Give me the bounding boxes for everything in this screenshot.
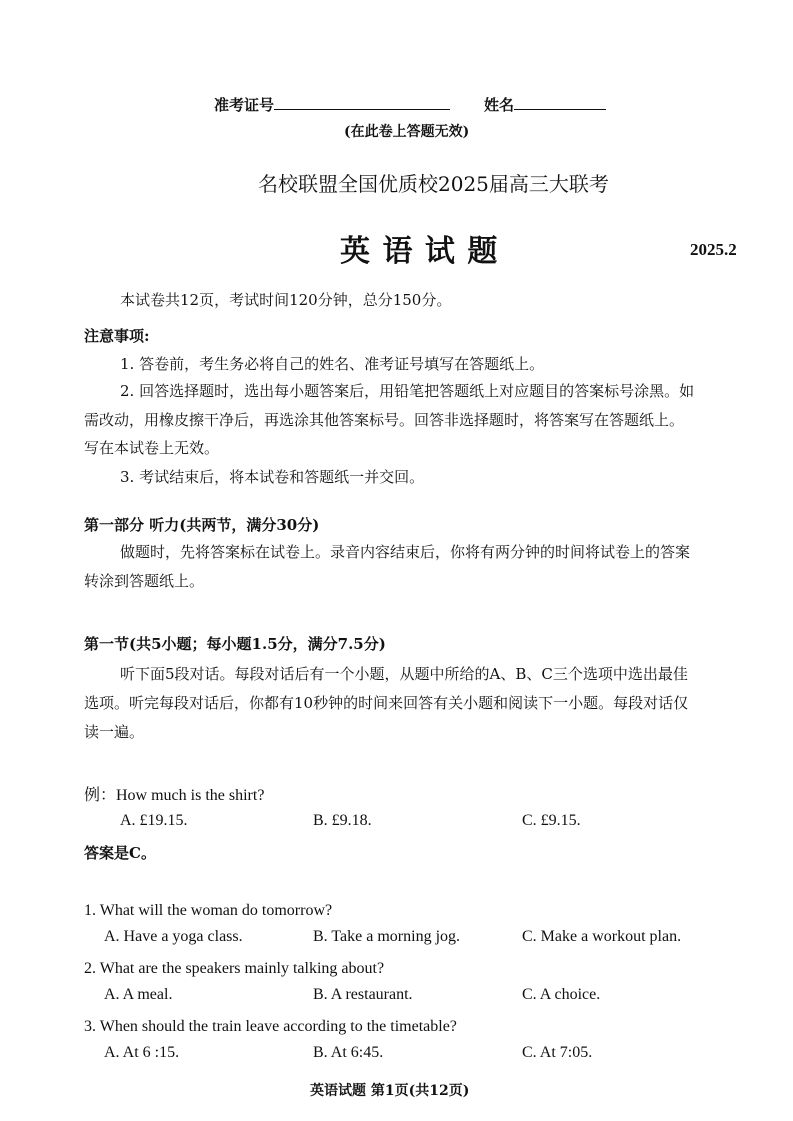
question-2-option-a: A. A meal. <box>104 986 173 1003</box>
section1-instruction-line-2: 选项。听完每段对话后，你都有10秒钟的时间来回答有关小题和阅读下一小题。每段对话仅 <box>84 694 689 712</box>
question-2-option-b: B. A restaurant. <box>313 986 413 1003</box>
question-3: 3. When should the train leave according to the timetable? <box>84 1018 457 1035</box>
example-option-b: B. £9.18. <box>313 812 372 829</box>
notes-item-1: 1. 答卷前，考生务必将自己的姓名、准考证号填写在答题纸上。 <box>120 355 545 373</box>
question-1-option-b: B. Take a morning jog. <box>313 928 461 945</box>
exam-date: 2025.2 <box>690 240 737 259</box>
question-3-option-a: A. At 6 :15. <box>104 1044 180 1061</box>
alliance-title: 名校联盟全国优质校2025届高三大联考 <box>258 172 609 196</box>
exam-id-label: 准考证号 <box>214 96 275 114</box>
exam-id-blank <box>274 95 450 110</box>
question-3-option-b: B. At 6:45. <box>313 1044 384 1061</box>
question-3-option-c: C. At 7:05. <box>522 1044 593 1061</box>
example-option-a: A. £19.15. <box>120 812 188 829</box>
exam-intro: 本试卷共12页，考试时间120分钟，总分150分。 <box>120 291 452 309</box>
example-option-c: C. £9.15. <box>522 812 581 829</box>
question-1-option-a: A. Have a yoga class. <box>104 928 243 945</box>
part1-heading: 第一部分 听力(共两节，满分30分) <box>84 516 320 534</box>
question-2-option-c: C. A choice. <box>522 986 601 1003</box>
notes-heading: 注意事项: <box>84 327 150 345</box>
example-question: 例：How much is the shirt? <box>84 787 265 804</box>
page-title: 英 语 试 题 <box>340 234 499 269</box>
section1-instruction-line-3: 读一遍。 <box>84 723 145 741</box>
question-2: 2. What are the speakers mainly talking about? <box>84 960 385 977</box>
invalid-notice: (在此卷上答题无效) <box>344 124 470 140</box>
notes-item-3: 3. 考试结束后，将本试卷和答题纸一并交回。 <box>120 468 425 486</box>
part1-instruction-line-2: 转涂到答题纸上。 <box>84 572 205 590</box>
notes-item-2-line-2: 需改动，用橡皮擦干净后，再选涂其他答案标号。回答非选择题时，将答案写在答题纸上。 <box>84 411 685 429</box>
name-label: 姓名 <box>484 96 515 114</box>
part1-instruction-line-1: 做题时，先将答案标在试卷上。录音内容结束后，你将有两分钟的时间将试卷上的答案 <box>120 543 691 561</box>
notes-item-2-line-1: 2. 回答选择题时，选出每小题答案后，用铅笔把答题纸上对应题目的答案标号涂黑。如 <box>120 382 695 400</box>
notes-item-2-line-3: 写在本试卷上无效。 <box>84 439 220 457</box>
question-1: 1. What will the woman do tomorrow? <box>84 902 333 919</box>
name-field <box>484 94 606 115</box>
section1-instruction-line-1: 听下面5段对话。每段对话后有一个小题，从题中所给的A、B、C三个选项中选出最佳 <box>120 665 688 683</box>
exam-id-field <box>214 94 450 115</box>
question-1-option-c: C. Make a workout plan. <box>522 928 682 945</box>
name-blank <box>514 95 606 110</box>
example-answer: 答案是C。 <box>84 844 156 862</box>
section1-heading: 第一节(共5小题；每小题1.5分，满分7.5分) <box>84 635 386 653</box>
page-footer: 英语试题 第1页(共12页) <box>310 1083 470 1099</box>
